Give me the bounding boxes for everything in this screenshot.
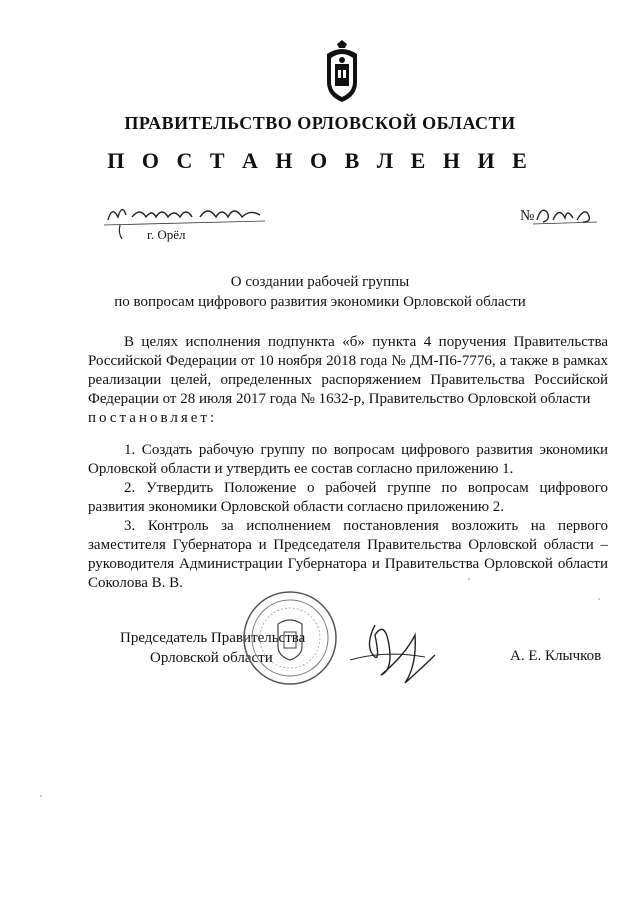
resolution-item: 3. Контроль за исполнением постановления возложить на первого заместителя Губернатора и Председателя Правительства Орловской области – руководителя Администрации Губернатора и Правительства Орловской области Соколова В. В. [88, 518, 608, 591]
document-subject [0, 272, 640, 312]
document-number-prefix: № [520, 208, 535, 224]
government-name: ПРАВИТЕЛЬСТВО ОРЛОВСКОЙ ОБЛАСТИ [124, 113, 516, 133]
scan-artifact [468, 578, 470, 580]
resolution-item: 2. Утвердить Положение о рабочей группе по вопросам цифрового развития экономики Орловской области согласно приложению 2. [88, 480, 608, 515]
preamble-paragraph [88, 333, 608, 428]
position-line: Председатель Правительства [120, 630, 306, 646]
resolves-word: постановляет: [88, 410, 218, 426]
position-line: Орловской области [150, 650, 273, 666]
subject-line: по вопросам цифрового развития экономики Орловской области [114, 294, 526, 310]
coat-of-arms-icon [317, 40, 367, 104]
subject-line: О создании рабочей группы [230, 274, 410, 290]
official-seal-icon [240, 588, 340, 688]
resolution-items [88, 441, 608, 593]
signatory-name: А. Е. Клычков [510, 648, 602, 664]
resolution-item: 1. Создать рабочую группу по вопросам цифрового развития экономики Орловской области и утвердить ее состав согласно приложению 1. [88, 442, 608, 477]
document-type: П О С Т А Н О В Л Е Н И Е [107, 148, 533, 173]
handwritten-signature [345, 615, 440, 690]
city-label: г. Орёл [147, 227, 186, 242]
preamble-text: В целях исполнения подпункта «б» пункта 4 поручения Правительства Российской Федерации от 10 ноября 2018 года № ДМ-П6-7776, а также в рамках реализации целей, определенных распоряжением Правительства Российской Федерации от 28 июля 2017 года № 1632-р, Правительство Орловской области [88, 334, 608, 407]
scan-artifact [40, 795, 42, 797]
scan-artifact [598, 598, 600, 600]
handwritten-number [533, 200, 598, 230]
